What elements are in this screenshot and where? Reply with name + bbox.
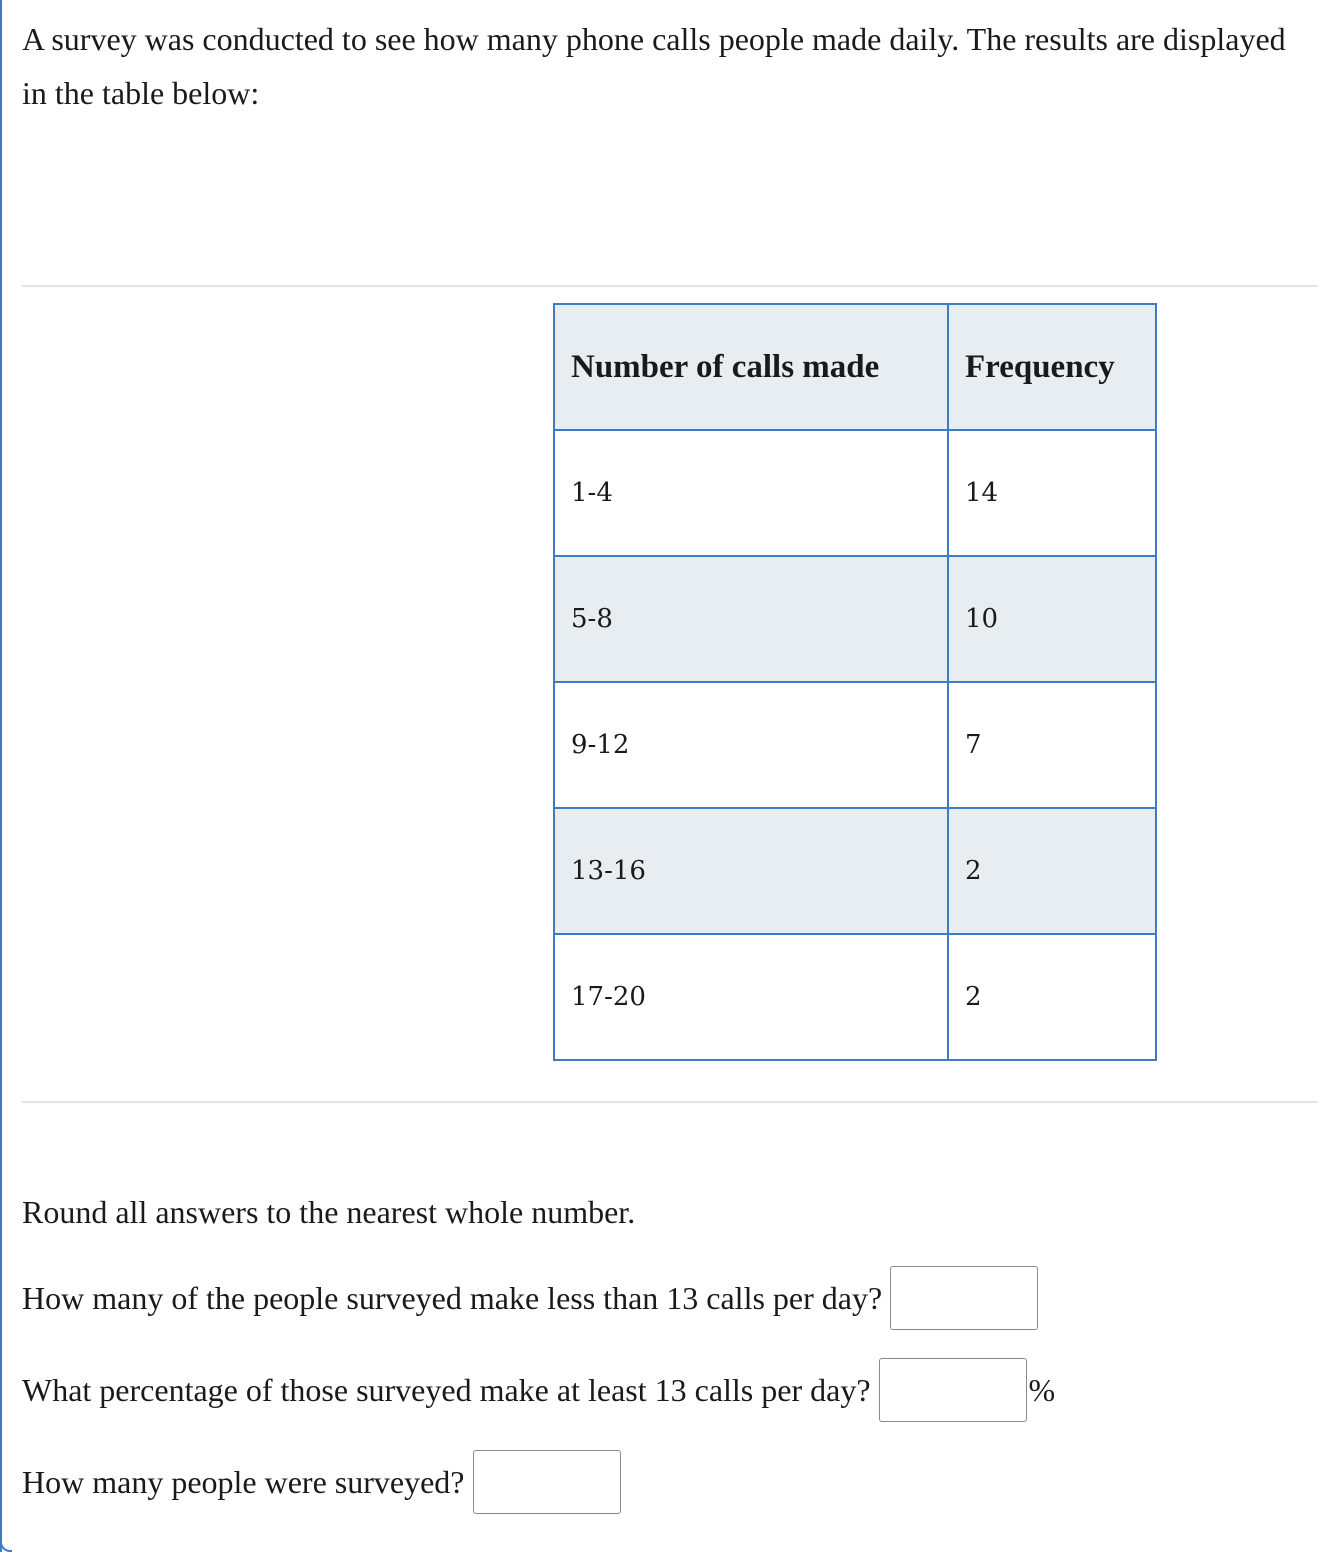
cell-calls: 9-12 [554, 682, 948, 808]
percent-unit: % [1028, 1372, 1056, 1408]
header-frequency: Frequency [948, 304, 1156, 430]
cell-calls: 1-4 [554, 430, 948, 556]
cell-calls: 5-8 [554, 556, 948, 682]
frequency-table [553, 303, 1157, 1061]
cell-frequency: 14 [948, 430, 1156, 556]
left-accent-rule [0, 0, 2, 1552]
question-text: What percentage of those surveyed make at least 13 calls per day? [22, 1372, 871, 1408]
divider-bottom [22, 1101, 1318, 1103]
question-less-than-13 [22, 1266, 1038, 1330]
question-percentage-at-least-13 [22, 1358, 1055, 1422]
instructions-text: Round all answers to the nearest whole number. [22, 1194, 636, 1230]
table-header-row [554, 304, 1156, 430]
divider-top [22, 285, 1318, 287]
question-total-surveyed [22, 1450, 621, 1514]
question-text: How many of the people surveyed make less than 13 calls per day? [22, 1280, 883, 1316]
round-instructions [22, 1192, 635, 1232]
cell-calls: 13-16 [554, 808, 948, 934]
answer-input-percentage[interactable] [879, 1358, 1027, 1422]
problem-intro: A survey was conducted to see how many phone calls people made daily. The results are displayed in the table below: [22, 21, 1286, 111]
table-row [554, 808, 1156, 934]
cell-frequency: 7 [948, 682, 1156, 808]
cell-calls: 17-20 [554, 934, 948, 1060]
answer-input-total-surveyed[interactable] [473, 1450, 621, 1514]
cell-frequency: 10 [948, 556, 1156, 682]
table-row [554, 934, 1156, 1060]
table-row [554, 430, 1156, 556]
cell-frequency: 2 [948, 808, 1156, 934]
header-calls: Number of calls made [554, 304, 948, 430]
table-row [554, 682, 1156, 808]
answer-input-less-than-13[interactable] [890, 1266, 1038, 1330]
question-text: How many people were surveyed? [22, 1464, 465, 1500]
table-row [554, 556, 1156, 682]
cell-frequency: 2 [948, 934, 1156, 1060]
